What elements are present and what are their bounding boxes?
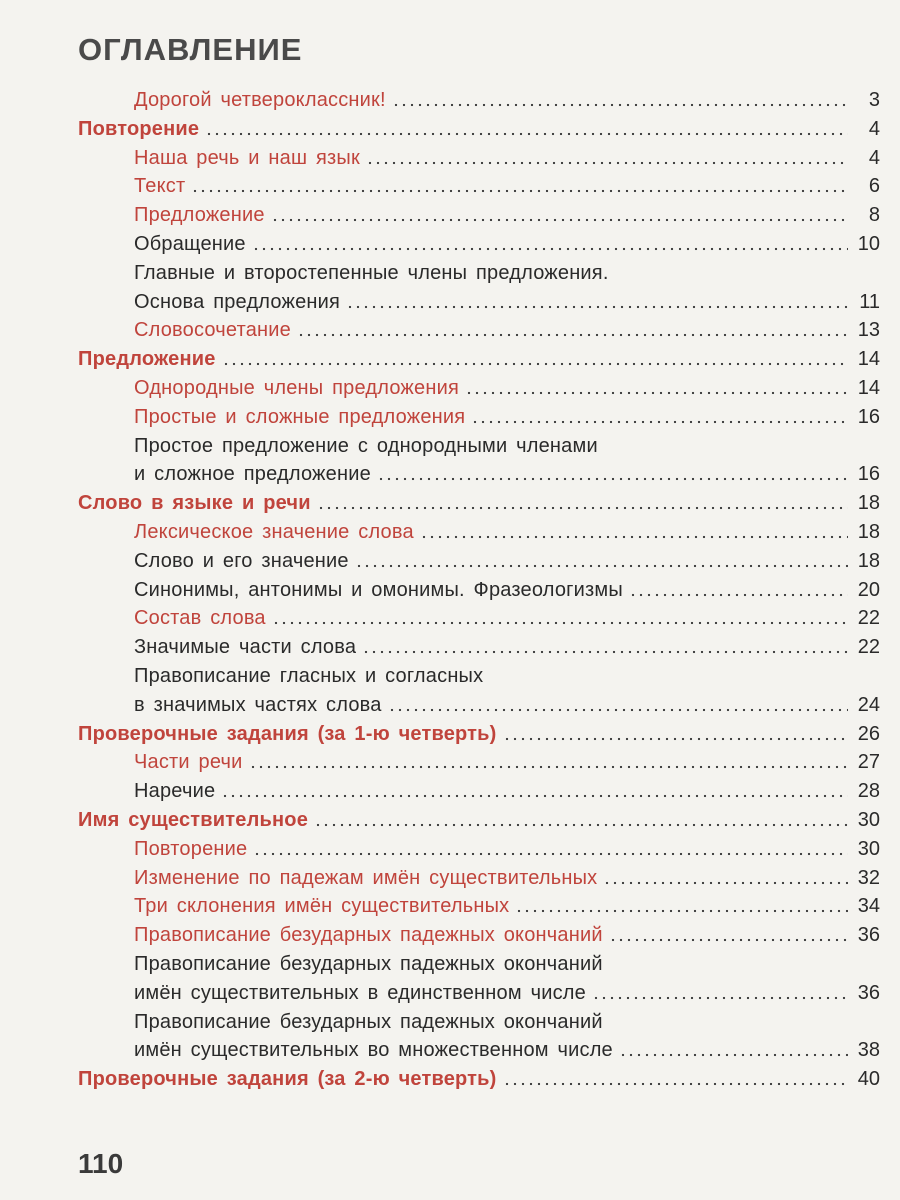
toc-entry xyxy=(134,144,880,172)
toc-entry-title: Словосочетание xyxy=(134,319,291,342)
toc-entry xyxy=(134,1036,880,1064)
toc-entry-page: 10 xyxy=(857,233,880,255)
toc-entry-page: 30 xyxy=(857,809,880,831)
toc-entry-title: Правописание безударных падежных окончаний xyxy=(134,1010,603,1033)
toc-entry-title: Имя существительное xyxy=(78,809,309,831)
toc-entry xyxy=(134,201,880,229)
toc-entry-page: 38 xyxy=(857,1039,880,1062)
toc-entry xyxy=(134,316,880,344)
toc-entry xyxy=(134,460,880,488)
dot-leader xyxy=(252,246,848,252)
toc-entry-page: 14 xyxy=(857,377,880,399)
toc-entry-page: 28 xyxy=(857,780,880,803)
toc-entry-title: Изменение по падежам имён существительных xyxy=(134,866,598,889)
toc-entry xyxy=(134,921,880,949)
toc-entry-title: Части речи xyxy=(134,751,243,774)
toc-entry xyxy=(134,777,880,805)
toc-entry-title: Правописание безударных падежных окончаний xyxy=(134,924,603,947)
page-title: ОГЛАВЛЕНИЕ xyxy=(78,32,303,67)
toc-entry-page: 4 xyxy=(868,117,880,140)
toc-entry-title: Главные и второстепенные члены предложения. xyxy=(134,261,609,284)
toc-entry-title: Проверочные задания (за 1-ю четверть) xyxy=(78,722,497,745)
toc-entry xyxy=(134,432,880,460)
dot-leader xyxy=(377,476,848,482)
toc-entry-page: 8 xyxy=(868,204,880,227)
toc-entry xyxy=(78,115,880,143)
dot-leader xyxy=(471,419,848,425)
toc-entry-page: 30 xyxy=(857,837,880,860)
toc-entry-page: 40 xyxy=(857,1068,880,1091)
dot-leader xyxy=(205,131,848,137)
toc-entry xyxy=(134,748,880,776)
toc-entry-page: 34 xyxy=(857,895,880,918)
toc-entry-title: Наша речь и наш язык xyxy=(134,146,360,169)
toc-entry xyxy=(134,950,880,978)
toc-entry xyxy=(134,835,880,863)
toc-entry xyxy=(134,172,880,200)
toc-entry-title: Значимые части слова xyxy=(134,636,357,659)
toc-entry-title: Предложение xyxy=(78,348,216,371)
toc-entry-page: 18 xyxy=(857,521,880,543)
toc-entry xyxy=(78,720,880,748)
toc-entry xyxy=(134,403,880,431)
toc-entry-title: Проверочные задания (за 2-ю четверть) xyxy=(78,1068,497,1091)
toc-entry-title: Правописание гласных и согласных xyxy=(134,665,484,687)
dot-leader xyxy=(629,592,848,598)
toc-entry-page: 3 xyxy=(868,89,880,111)
dot-leader xyxy=(503,736,848,742)
dot-leader xyxy=(191,188,848,194)
toc-entry-title: Повторение xyxy=(78,117,200,140)
toc-entry xyxy=(134,662,880,690)
toc-entry-page: 26 xyxy=(857,722,880,745)
toc-entry xyxy=(78,806,880,834)
toc-entry-page: 27 xyxy=(857,751,880,774)
dot-leader xyxy=(603,880,848,886)
toc-entry xyxy=(134,86,880,114)
toc-entry-title: Предложение xyxy=(134,204,265,227)
toc-entry-page: 4 xyxy=(868,146,880,169)
toc-entry-page: 6 xyxy=(868,175,880,198)
dot-leader xyxy=(222,361,848,367)
dot-leader xyxy=(503,1081,848,1087)
toc-entry-title: Состав слова xyxy=(134,607,266,630)
dot-leader xyxy=(221,793,848,799)
dot-leader xyxy=(609,937,848,943)
toc-entry xyxy=(134,892,880,920)
dot-leader xyxy=(355,563,848,569)
toc-entry-title: Основа предложения xyxy=(134,290,341,313)
toc-entry xyxy=(134,633,880,661)
toc-entry-title: Текст xyxy=(134,175,186,198)
toc-entry-title: Слово и его значение xyxy=(134,549,349,572)
toc-entry-page: 16 xyxy=(857,405,880,428)
toc-entry xyxy=(78,1065,880,1093)
toc-entry-page: 13 xyxy=(857,319,880,342)
toc-entry xyxy=(134,1008,880,1036)
toc-entry-title: в значимых частях слова xyxy=(134,693,382,716)
toc-entry-page: 14 xyxy=(857,348,880,371)
toc-entry xyxy=(134,979,880,1007)
toc-entry xyxy=(134,288,880,316)
toc-entry-page: 18 xyxy=(857,492,880,515)
toc-entry-page: 24 xyxy=(857,693,880,716)
toc-entry-page: 22 xyxy=(857,607,880,630)
toc-entry-page: 32 xyxy=(857,866,880,889)
dot-leader xyxy=(465,390,848,396)
toc-entry-title: Дорогой четвероклассник! xyxy=(134,89,386,111)
dot-leader xyxy=(253,851,848,857)
toc-entry xyxy=(134,374,880,402)
toc-entry xyxy=(134,259,880,287)
dot-leader xyxy=(515,908,848,914)
page-number: 110 xyxy=(78,1148,124,1179)
toc-entry-title: Простые и сложные предложения xyxy=(134,405,466,428)
dot-leader xyxy=(388,707,848,713)
toc-entry-page: 18 xyxy=(857,549,880,572)
toc-entry-title: Однородные члены предложения xyxy=(134,377,459,399)
dot-leader xyxy=(297,332,848,338)
dot-leader xyxy=(249,764,848,770)
dot-leader xyxy=(366,160,848,166)
toc-entry-title: имён существительных во множественном числе xyxy=(134,1039,613,1062)
dot-leader xyxy=(362,649,848,655)
toc-entry-page: 22 xyxy=(857,636,880,659)
toc-entry-title: Три склонения имён существительных xyxy=(134,895,510,918)
dot-leader xyxy=(271,217,848,223)
toc-entry xyxy=(134,691,880,719)
dot-leader xyxy=(272,620,848,626)
toc-entry-title: Наречие xyxy=(134,780,216,803)
toc-entry-page: 36 xyxy=(857,981,880,1004)
toc-entry-title: Повторение xyxy=(134,837,248,860)
dot-leader xyxy=(317,505,848,511)
dot-leader xyxy=(346,304,848,310)
toc-entry-title: Лексическое значение слова xyxy=(134,521,414,543)
toc-entry-page: 36 xyxy=(857,924,880,947)
toc-entry xyxy=(134,518,880,546)
toc-entry xyxy=(78,345,880,373)
toc-entry xyxy=(134,604,880,632)
dot-leader xyxy=(592,995,848,1001)
dot-leader xyxy=(619,1052,848,1058)
toc-entry xyxy=(134,547,880,575)
toc-entry xyxy=(134,864,880,892)
toc-entry-title: и сложное предложение xyxy=(134,463,371,486)
toc-entry-title: Слово в языке и речи xyxy=(78,492,311,515)
toc-entry-title: Простое предложение с однородными членами xyxy=(134,434,598,457)
toc-entry xyxy=(134,230,880,258)
toc-entry xyxy=(78,489,880,517)
dot-leader xyxy=(420,534,848,540)
toc-entry-title: Синонимы, антонимы и омонимы. Фразеологизмы xyxy=(134,578,623,601)
dot-leader xyxy=(314,822,848,828)
toc-entry-title: Правописание безударных падежных окончаний xyxy=(134,953,603,975)
toc-entry-page: 11 xyxy=(859,290,880,313)
toc-entry-page: 20 xyxy=(857,578,880,601)
toc-entry xyxy=(134,576,880,604)
dot-leader xyxy=(392,102,848,108)
toc-entry-title: имён существительных в единственном числе xyxy=(134,981,586,1004)
toc-entry-page: 16 xyxy=(857,463,880,486)
toc-entry-title: Обращение xyxy=(134,233,246,255)
